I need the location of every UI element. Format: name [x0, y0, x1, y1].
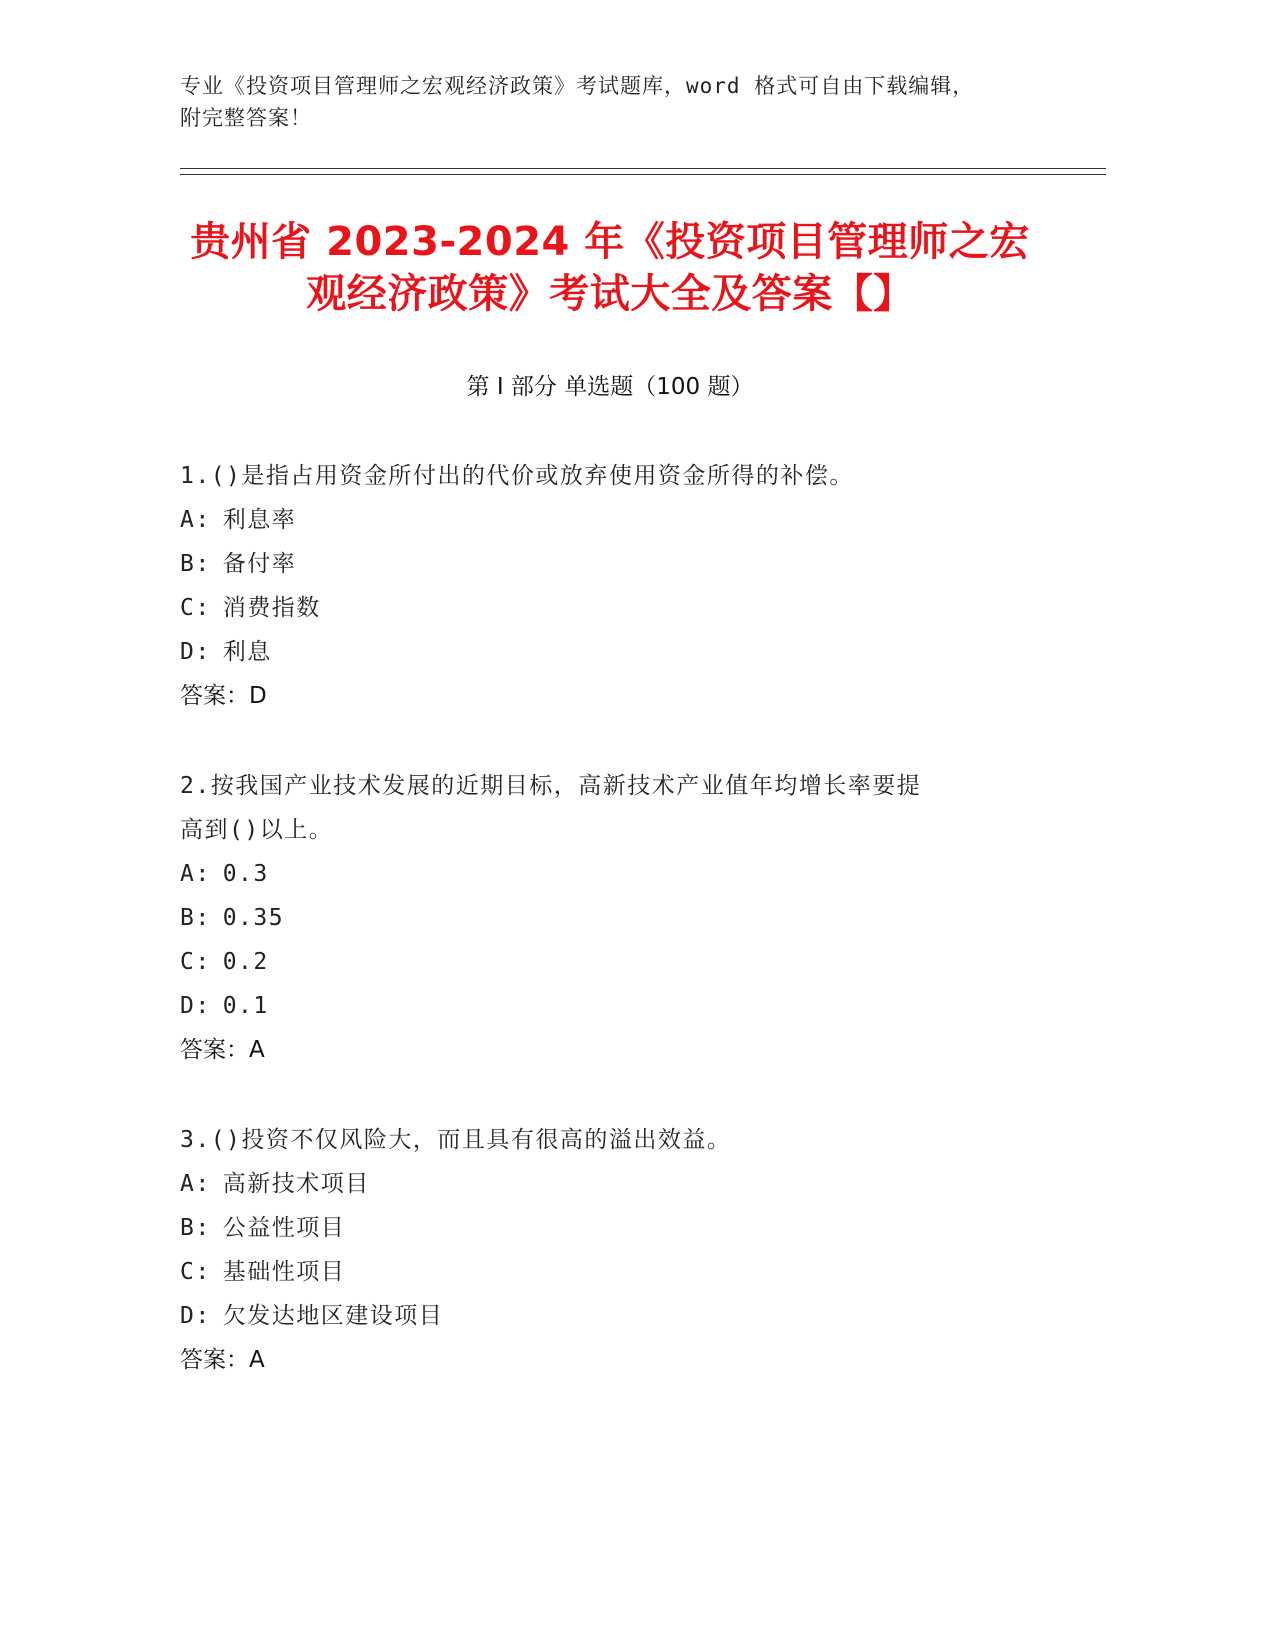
header-note: [180, 70, 1060, 134]
answer-line: 答案：D: [180, 683, 267, 709]
option-a: [180, 852, 1020, 896]
option-text: 消费指数: [222, 595, 321, 621]
document-title-line-2: 观经济政策》考试大全及答案【】: [306, 271, 914, 317]
question-stem-line-2: 高到()以上。: [180, 817, 334, 843]
option-key: C:: [180, 595, 211, 621]
document-title-line-1: 贵州省 2023-2024 年《投资项目管理师之宏: [190, 219, 1030, 265]
header-note-line-2: 附完整答案！: [180, 106, 312, 130]
header-divider-top: [180, 168, 1106, 169]
option-text: 公益性项目: [222, 1215, 346, 1241]
option-key: A:: [180, 861, 211, 887]
option-c: [180, 1250, 1020, 1294]
option-d: [180, 984, 1020, 1028]
question-2: [180, 764, 1020, 1072]
option-key: D:: [180, 639, 211, 665]
option-a: [180, 1162, 1020, 1206]
option-text: 备付率: [222, 551, 297, 577]
option-text: 高新技术项目: [222, 1171, 370, 1197]
option-a: [180, 498, 1020, 542]
option-text: 0.2: [222, 949, 269, 975]
option-key: D:: [180, 993, 211, 1019]
option-c: [180, 586, 1020, 630]
option-b: [180, 896, 1020, 940]
section-heading: 第 I 部分 单选题（100 题）: [466, 374, 754, 400]
option-b: [180, 542, 1020, 586]
option-key: B:: [180, 551, 211, 577]
option-key: B:: [180, 905, 211, 931]
option-d: [180, 1294, 1020, 1338]
option-key: C:: [180, 949, 211, 975]
option-key: D:: [180, 1303, 211, 1329]
option-key: A:: [180, 507, 211, 533]
option-text: 0.1: [222, 993, 269, 1019]
header-note-line-1: 专业《投资项目管理师之宏观经济政策》考试题库，word 格式可自由下载编辑，: [180, 74, 975, 98]
question-3: [180, 1118, 1020, 1382]
option-key: A:: [180, 1171, 211, 1197]
answer-line: 答案：A: [180, 1037, 265, 1063]
option-key: B:: [180, 1215, 211, 1241]
option-text: 0.3: [222, 861, 269, 887]
option-key: C:: [180, 1259, 211, 1285]
question-list: [180, 454, 1020, 1428]
answer-line: 答案：A: [180, 1347, 265, 1373]
option-c: [180, 940, 1020, 984]
option-d: [180, 630, 1020, 674]
option-text: 利息率: [222, 507, 297, 533]
question-stem-line-1: 2.按我国产业技术发展的近期目标，高新技术产业值年均增长率要提: [180, 773, 922, 799]
question-1: [180, 454, 1020, 718]
document-title: [160, 216, 1060, 320]
question-stem: 3.()投资不仅风险大，而且具有很高的溢出效益。: [180, 1127, 732, 1153]
option-text: 欠发达地区建设项目: [222, 1303, 444, 1329]
question-stem: 1.()是指占用资金所付出的代价或放弃使用资金所得的补偿。: [180, 463, 854, 489]
option-b: [180, 1206, 1020, 1250]
option-text: 利息: [222, 639, 272, 665]
option-text: 基础性项目: [222, 1259, 346, 1285]
header-divider-bottom: [180, 174, 1106, 175]
option-text: 0.35: [222, 905, 285, 931]
